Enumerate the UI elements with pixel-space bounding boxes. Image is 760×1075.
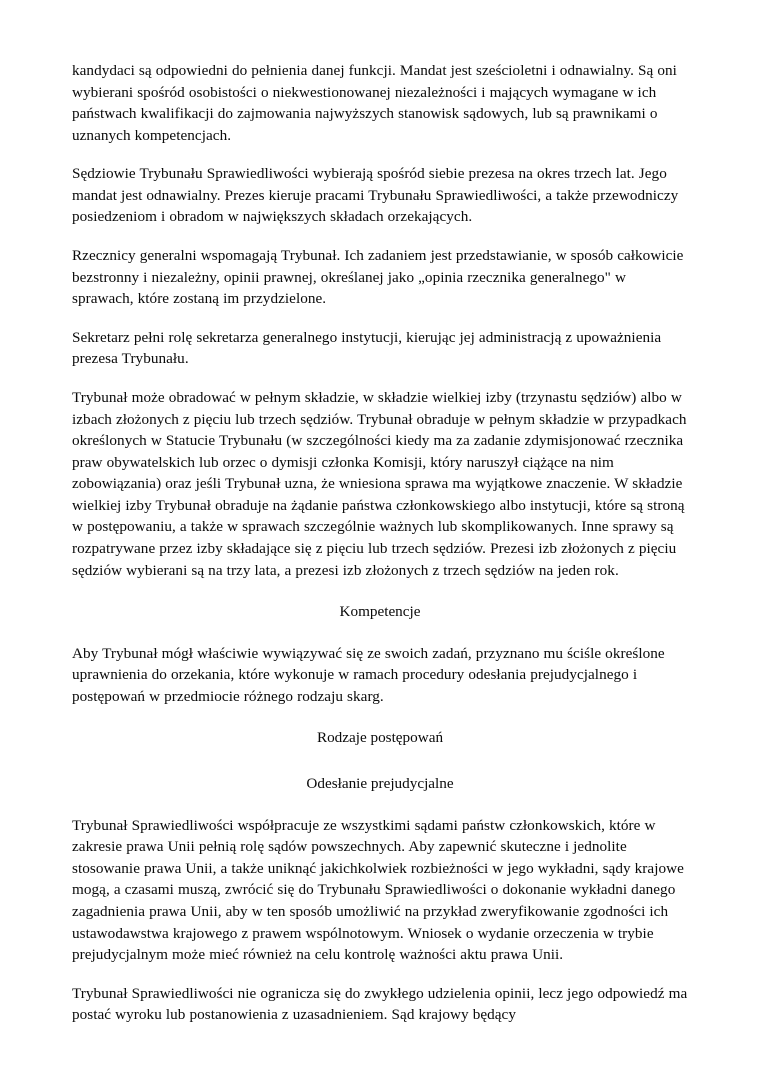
paragraph-preliminary-ruling-1: Trybunał Sprawiedliwości współpracuje ze wszystkimi sądami państw członkowskich, które w zakresie prawa Unii pełnią rolę sądów powszechnych. Aby zapewnić skuteczne i jednolite stosowanie prawa Unii, a także uniknąć jakichkolwiek rozbieżności w jego wykładni, sądy krajowe mogą, a czasami muszą, zwrócić się do Trybunału Sprawiedliwości o dokonanie wykładni danego zagadnienia prawa Unii, aby w ten sposób umożliwić na przykład zweryfikowanie zgodności ich ustawodawstwa krajowego z prawem wspólnotowym. Wniosek o wydanie orzeczenia w trybie prejudycjalnym może mieć również na celu kontrolę ważności aktu prawa Unii.	[72, 816, 684, 964]
paragraph-preliminary-ruling-2: Trybunał Sprawiedliwości nie ogranicza się do zwykłego udzielenia opinii, lecz jego odpowiedź ma postać wyroku lub postanowienia z uzasadnieniem. Sąd krajowy będący	[72, 984, 688, 1024]
heading-odeslanie-prejudycjalne: Odesłanie prejudycjalne	[306, 775, 454, 793]
paragraph-formations: Trybunał może obradować w pełnym składzie, w składzie wielkiej izby (trzynastu sędziów) albo w izbach złożonych z pięciu lub trzech sędziów. Trybunał obraduje w pełnym składzie w przypadkach określonych w Statucie Trybunału (w szczególności kiedy ma za zadanie zdymisjonować rzecznika praw obywatelskich lub orzec o dymisji członka Komisji, który naruszył ciążące na nim zobowiązania) oraz jeśli Trybunał uzna, że wniesiona sprawa ma wyjątkowe znaczenie. W składzie wielkiej izby Trybunał obraduje na żądanie państwa członkowskiego albo instytucji, które są stroną w postępowaniu, a także w sprawach szczególnie ważnych lub skomplikowanych. Inne sprawy są rozpatrywane przez izby składające się z pięciu lub trzech sędziów. Prezesi izb złożonych z pięciu sędziów wybierani są na trzy lata, a prezesi izb złożonych z trzech sędziów na jeden rok.	[72, 388, 687, 579]
paragraph-competences-intro: Aby Trybunał mógł właściwie wywiązywać się ze swoich zadań, przyznano mu ściśle określone uprawnienia do orzekania, które wykonuje w ramach procedury odesłania prejudycjalnego i postępowań w przedmiocie różnego rodzaju skarg.	[72, 644, 665, 705]
document-body	[72, 60, 688, 1026]
paragraph-president: Sędziowie Trybunału Sprawiedliwości wybierają spośród siebie prezesa na okres trzech lat. Jego mandat jest odnawialny. Prezes kieruje pracami Trybunału Sprawiedliwości, a także przewodniczy posiedzeniom i obradom w największych składach orzekających.	[72, 165, 679, 226]
paragraph-registrar: Sekretarz pełni rolę sekretarza generalnego instytucji, kierując jej administracją z upoważnienia prezesa Trybunału.	[72, 328, 662, 368]
paragraph-advocates-general: Rzecznicy generalni wspomagają Trybunał. Ich zadaniem jest przedstawianie, w sposób całkowicie bezstronny i niezależny, opinii prawnej, określanej jako „opinia rzecznika generalnego" w sprawach, które zostaną im przydzielone.	[72, 247, 684, 308]
heading-kompetencje: Kompetencje	[339, 603, 421, 621]
paragraph-mandate: kandydaci są odpowiedni do pełnienia danej funkcji. Mandat jest sześcioletni i odnawialny. Są oni wybierani spośród osobistości o niekwestionowanej niezależności i mających wymagane w ich państwach kwalifikacji do zajmowania najwyższych stanowisk sądowych, lub są prawnikami o uznanych kompetencjach.	[72, 62, 677, 144]
heading-rodzaje-postepowan: Rodzaje postępowań	[316, 729, 444, 747]
